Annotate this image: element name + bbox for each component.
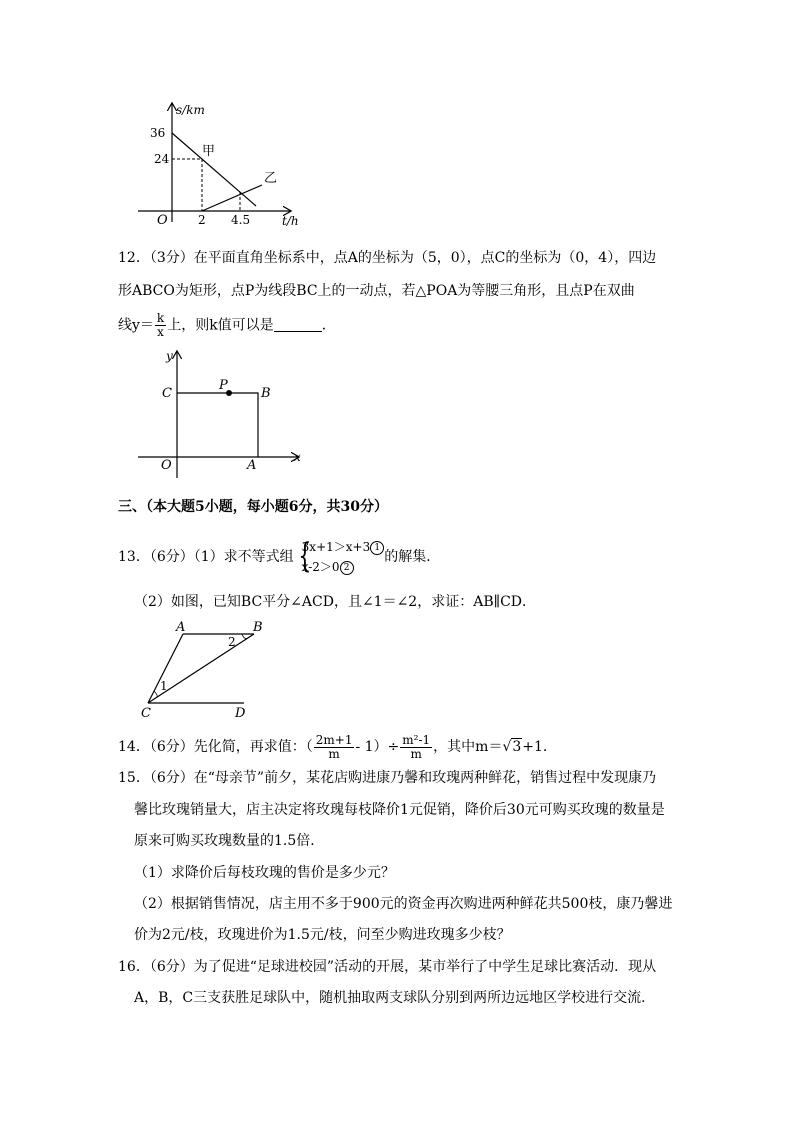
- label-c: C: [141, 706, 151, 721]
- q14-f1-num: 2m+1: [315, 732, 353, 747]
- sqrt-sign: √: [502, 739, 512, 755]
- distance-time-graph: [130, 100, 310, 230]
- label-a: A: [247, 458, 257, 473]
- q12-text-1: 在平面直角坐标系中，点A的坐标为（5，0），点C的坐标为（0，4），四边: [193, 250, 657, 266]
- q14-f2-num: m²-1: [402, 732, 431, 747]
- q12-frac-num: k: [156, 311, 165, 325]
- angle-1-label: 1: [160, 679, 168, 693]
- q15-line3: 原来可购买玫瑰数量的1.5倍．: [134, 833, 325, 849]
- q12-fraction: [155, 312, 166, 339]
- q12-text-2: 形ABCO为矩形，点P为线段BC上的一动点，若△POA为等腰三角形，且点P在双曲: [118, 283, 635, 299]
- x-tick-4.5: 4.5: [231, 213, 251, 227]
- label-c: C: [162, 386, 172, 401]
- y-tick-36: 36: [150, 126, 166, 140]
- y-axis-label: s/km: [176, 103, 205, 117]
- q15-text-1: 在“母亲节”前夕，某花店购进康乃馨和玫瑰两种鲜花，销售过程中发现康乃: [193, 770, 657, 786]
- q12-line1: [118, 248, 656, 268]
- q13-part2: （2）如图，已知BC平分∠ACD，且∠1＝∠2，求证：AB∥CD．: [134, 594, 537, 610]
- parallel-lines-figure: [136, 618, 276, 722]
- x-tick-2: 2: [198, 213, 206, 227]
- q16-score: （6分）: [149, 959, 194, 975]
- q13-part1-end: 的解集．: [384, 549, 441, 565]
- q14-text-where: ，其中m＝: [433, 739, 503, 755]
- line-yi-label: 乙: [264, 171, 278, 186]
- q16-line1: [118, 957, 656, 977]
- rectangle-abco: [177, 393, 258, 457]
- x-axis-label: t/h: [282, 214, 299, 228]
- q12-text-3a: 线y＝: [118, 317, 154, 334]
- q12-number: 12．: [118, 250, 150, 266]
- x-axis-label: x: [294, 450, 301, 464]
- q16-number: 16．: [118, 959, 150, 975]
- rectangle-graph: [130, 348, 310, 478]
- q14-score: （6分）: [149, 739, 194, 755]
- inequality-1: [302, 537, 385, 557]
- angle-1-arc: [154, 691, 157, 697]
- sqrt-value: 3: [512, 739, 522, 755]
- q14-text-mid: - 1）÷: [355, 739, 400, 755]
- inequality-2-text: x-2＞0: [301, 560, 340, 574]
- q14-number: 14．: [118, 739, 150, 755]
- q12-score: （3分）: [149, 250, 194, 266]
- q13-line1: [118, 535, 440, 579]
- q15-sub2-line2: 价为2元/枝，玫瑰进价为1.5元/枝，问至少购进玫瑰多少枝？: [134, 927, 511, 943]
- q14-f1-den: m: [328, 746, 340, 761]
- q15-number: 15．: [118, 770, 150, 786]
- q12-text-3c: ．: [321, 317, 336, 334]
- inequality-2: [302, 557, 385, 577]
- label-p: P: [219, 378, 228, 393]
- circle-mark-1: 1: [370, 541, 384, 555]
- q14-text-end: +1．: [522, 739, 557, 755]
- angle-2-label: 2: [228, 635, 236, 649]
- line-yi: [202, 185, 262, 211]
- q14-line: [118, 730, 557, 764]
- q16-line2: A，B，C三支获胜足球队中，随机抽取两支球队分别到两所边远地区学校进行交流．: [134, 990, 656, 1006]
- origin-label: O: [161, 458, 172, 473]
- q15-line1: [118, 768, 656, 788]
- q15-sub1: （1）求降价后每枝玫瑰的售价是多少元？: [134, 865, 395, 881]
- q12-text-3b: 上，则k值可以是: [167, 317, 274, 334]
- y-tick-24: 24: [154, 152, 170, 166]
- q15-score: （6分）: [149, 770, 194, 786]
- inequality-system: [294, 537, 385, 577]
- y-axis-label: y: [166, 349, 173, 363]
- line-jia-label: 甲: [202, 144, 216, 159]
- q13-part1: （1）求不等式组: [193, 549, 294, 565]
- brace: {: [298, 536, 311, 576]
- q12-line3: [118, 312, 336, 339]
- q12-answer-blank[interactable]: [274, 317, 322, 332]
- q15-sub2-line1: （2）根据销售情况，店主用不多于900元的资金再次购进两种鲜花共500枝，康乃馨进: [134, 896, 673, 912]
- q12-frac-den: x: [157, 325, 164, 339]
- q14-text-pre: 先化简，再求值：（: [193, 739, 313, 755]
- label-a: A: [176, 620, 186, 635]
- label-b: B: [253, 620, 263, 635]
- q14-f2-den: m: [410, 746, 422, 761]
- label-d: D: [235, 706, 246, 721]
- q14-fraction-2: [400, 734, 432, 761]
- q13-score: （6分）: [149, 549, 194, 565]
- q13-number: 13．: [118, 549, 150, 565]
- q14-fraction-1: [314, 734, 355, 761]
- label-b: B: [261, 386, 271, 401]
- circle-mark-2: 2: [340, 561, 354, 575]
- inequality-1-text: 3x+1＞x+3: [301, 540, 371, 554]
- q15-line2: 馨比玫瑰销量大，店主决定将玫瑰每枝降价1元促销，降价后30元可购买玫瑰的数量是: [134, 802, 665, 818]
- q16-text-1: 为了促进“足球进校园”活动的开展，某市举行了中学生足球比赛活动．现从: [193, 959, 657, 975]
- origin-label: O: [157, 213, 168, 228]
- q12-line2: [118, 281, 635, 301]
- section-3-title: 三、（本大题5小题，每小题6分，共30分）: [118, 499, 388, 515]
